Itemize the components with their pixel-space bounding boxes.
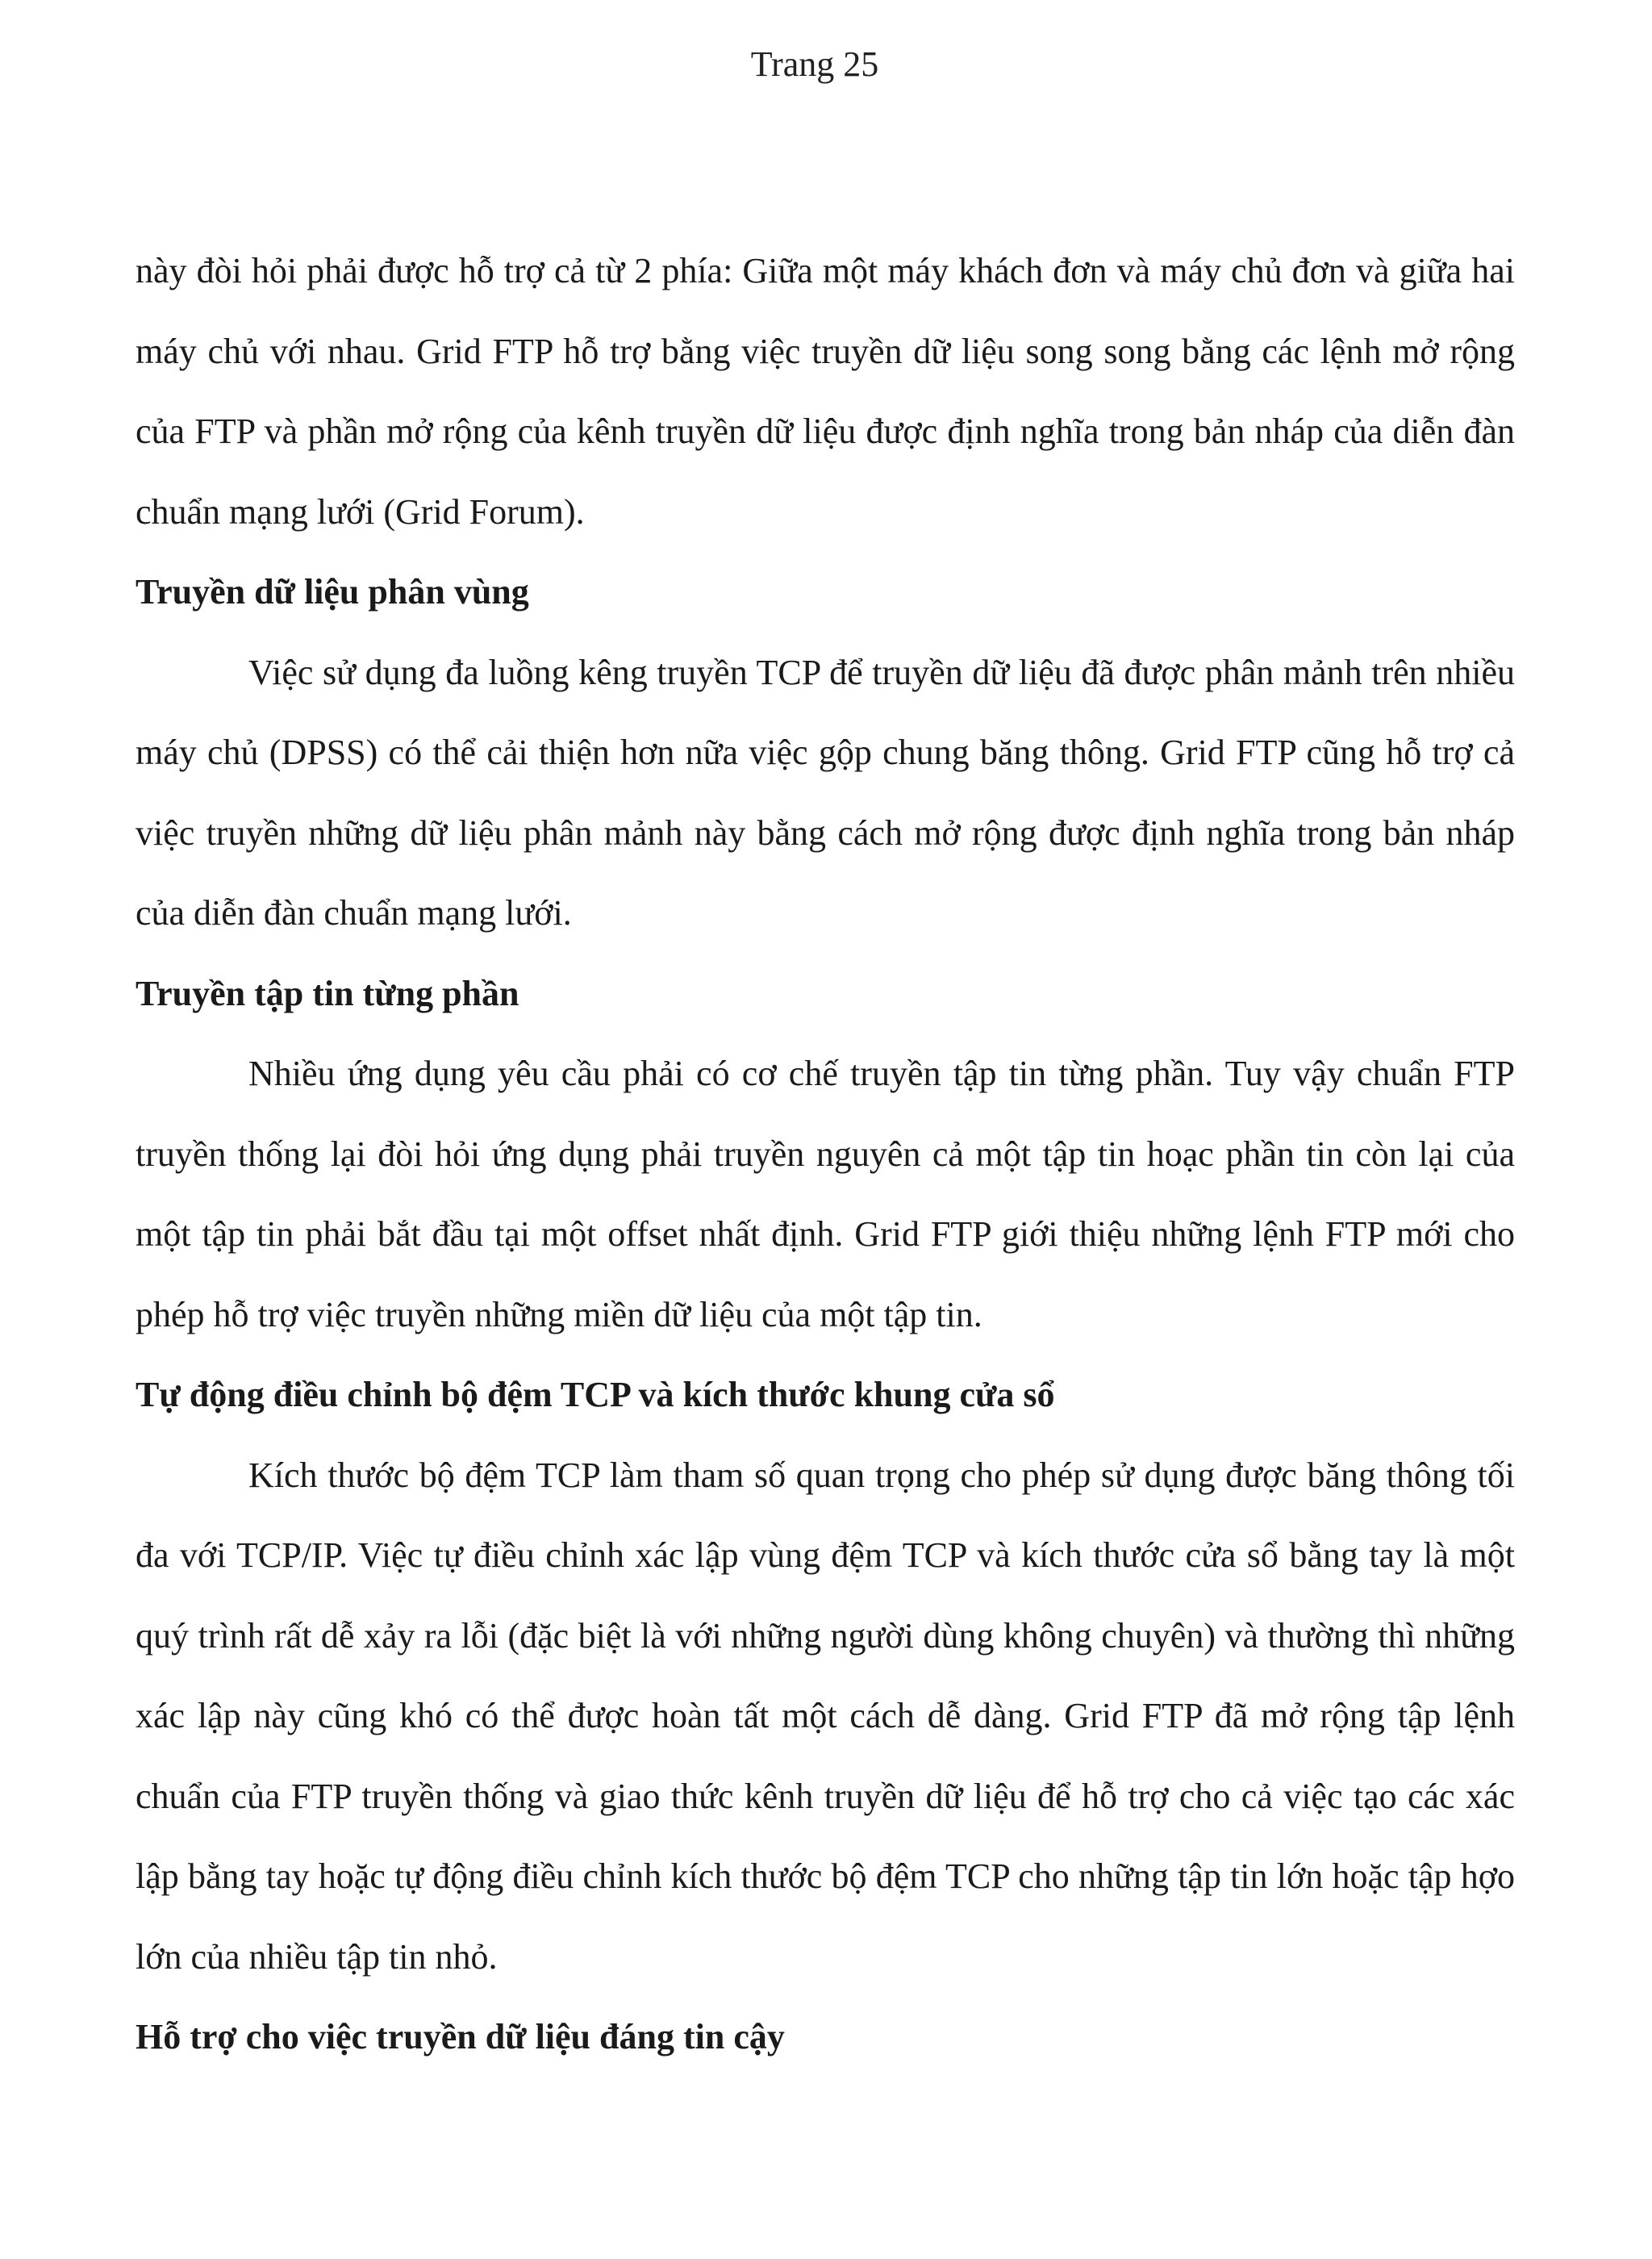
page-body (136, 231, 1515, 2077)
paragraph-partial-file-transfer: Nhiều ứng dụng yêu cầu phải có cơ chế truyền tập tin từng phần. Tuy vậy chuẩn FTP truyền thống lại đòi hỏi ứng dụng phải truyền nguyên cả một tập tin hoạc phần tin còn lại của một tập tin phải bắt đầu tại một offset nhất định. Grid FTP giới thiệu những lệnh FTP mới cho phép hỗ trợ việc truyền những miền dữ liệu của một tập tin. (136, 1054, 1515, 1334)
heading-partial-file-transfer: Truyền tập tin từng phần (136, 973, 519, 1013)
heading-tcp-buffer-tuning: Tự động điều chỉnh bộ đệm TCP và kích thước khung cửa sổ (136, 1375, 1055, 1414)
paragraph-parallel-transfer: này đòi hỏi phải được hỗ trợ cả từ 2 phía: Giữa một máy khách đơn và máy chủ đơn và giữa hai máy chủ với nhau. Grid FTP hỗ trợ bằng việc truyền dữ liệu song song bằng các lệnh mở rộng của FTP và phần mở rộng của kênh truyền dữ liệu được định nghĩa trong bản nháp của diễn đàn chuẩn mạng lưới (Grid Forum). (136, 251, 1515, 532)
heading-reliable-transfer: Hỗ trợ cho việc truyền dữ liệu đáng tin cậy (136, 2017, 785, 2056)
page-number: Trang 25 (750, 44, 879, 84)
paragraph-striped-transfer: Việc sử dụng đa luồng kêng truyền TCP để truyền dữ liệu đã được phân mảnh trên nhiều máy chủ (DPSS) có thể cải thiện hơn nữa việc gộp chung băng thông. Grid FTP cũng hỗ trợ cả việc truyền những dữ liệu phân mảnh này bằng cách mở rộng được định nghĩa trong bản nháp của diễn đàn chuẩn mạng lưới. (136, 652, 1515, 933)
paragraph-tcp-buffer-tuning: Kích thước bộ đệm TCP làm tham số quan trọng cho phép sử dụng được băng thông tối đa với TCP/IP. Việc tự điều chỉnh xác lập vùng đệm TCP và kích thước cửa sổ bằng tay là một quý trình rất dễ xảy ra lỗi (đặc biệt là với những người dùng không chuyên) và thường thì những xác lập này cũng khó có thể được hoàn tất một cách dễ dàng. Grid FTP đã mở rộng tập lệnh chuẩn của FTP truyền thống và giao thức kênh truyền dữ liệu để hỗ trợ cho cả việc tạo các xác lập bằng tay hoặc tự động điều chỉnh kích thước bộ đệm TCP cho những tập tin lớn hoặc tập hợo lớn của nhiều tập tin nhỏ. (136, 1455, 1515, 1977)
heading-striped-transfer: Truyền dữ liệu phân vùng (136, 572, 529, 612)
